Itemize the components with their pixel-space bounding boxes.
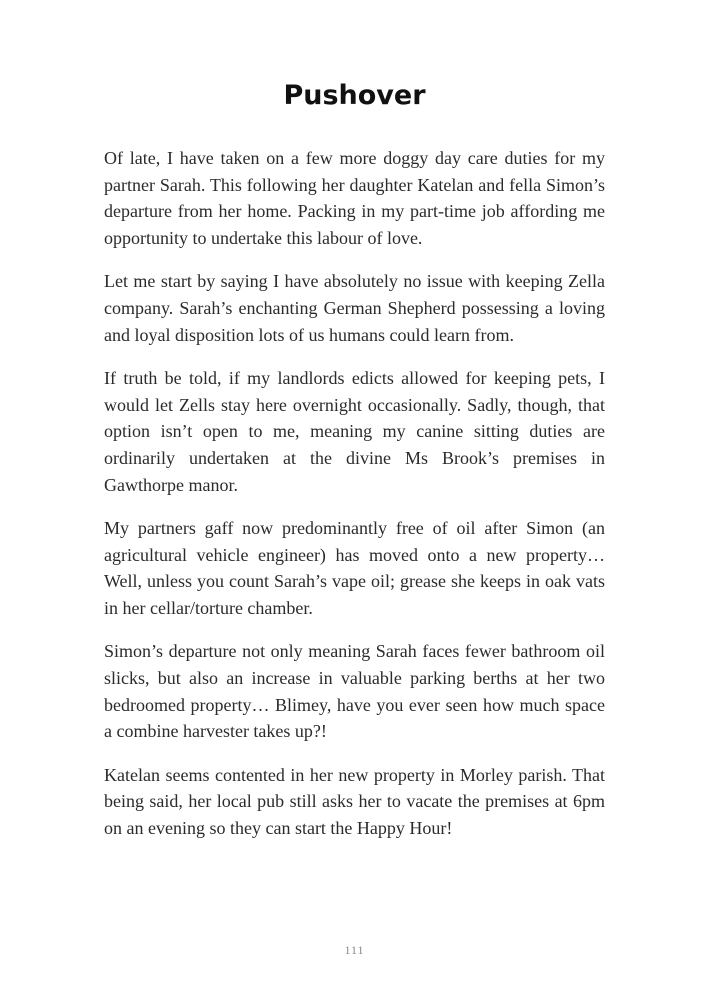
paragraph: Let me start by saying I have absolutely no issue with keeping Zella company. Sarah’s enchanting German Shepherd possessing a loving and loyal disposition lots of us humans could learn from. — [104, 271, 605, 345]
paragraph: Of late, I have taken on a few more doggy day care duties for my partner Sarah. This following her daughter Katelan and fella Simon’s departure from her home. Packing in my part-time job affording me opportunity to undertake this labour of love. — [104, 148, 605, 249]
paragraph: My partners gaff now predominantly free of oil after Simon (an agricultural vehicle engineer) has moved onto a new property… Well, unless you count Sarah’s vape oil; grease she keeps in oak vats in her cellar/torture chamber. — [104, 517, 605, 619]
chapter-title: Pushover — [283, 80, 426, 111]
page-number: 111 — [344, 943, 365, 957]
chapter-body — [104, 145, 605, 858]
paragraph: Simon’s departure not only meaning Sarah faces fewer bathroom oil slicks, but also an increase in valuable parking berths at her two bedroomed property… Blimey, have you ever seen how much space a combine harvester takes up?! — [104, 641, 605, 742]
paragraph: If truth be told, if my landlords edicts allowed for keeping pets, I would let Zells stay here overnight occasionally. Sadly, though, that option isn’t open to me, meaning my canine sitting duties are ordinarily undertaken at the divine Ms Brook’s premises in Gawthorpe manor. — [104, 367, 605, 495]
paragraph: Katelan seems contented in her new property in Morley parish. That being said, her local pub still asks her to vacate the premises at 6pm on an evening so they can start the Happy Hour! — [104, 764, 605, 838]
